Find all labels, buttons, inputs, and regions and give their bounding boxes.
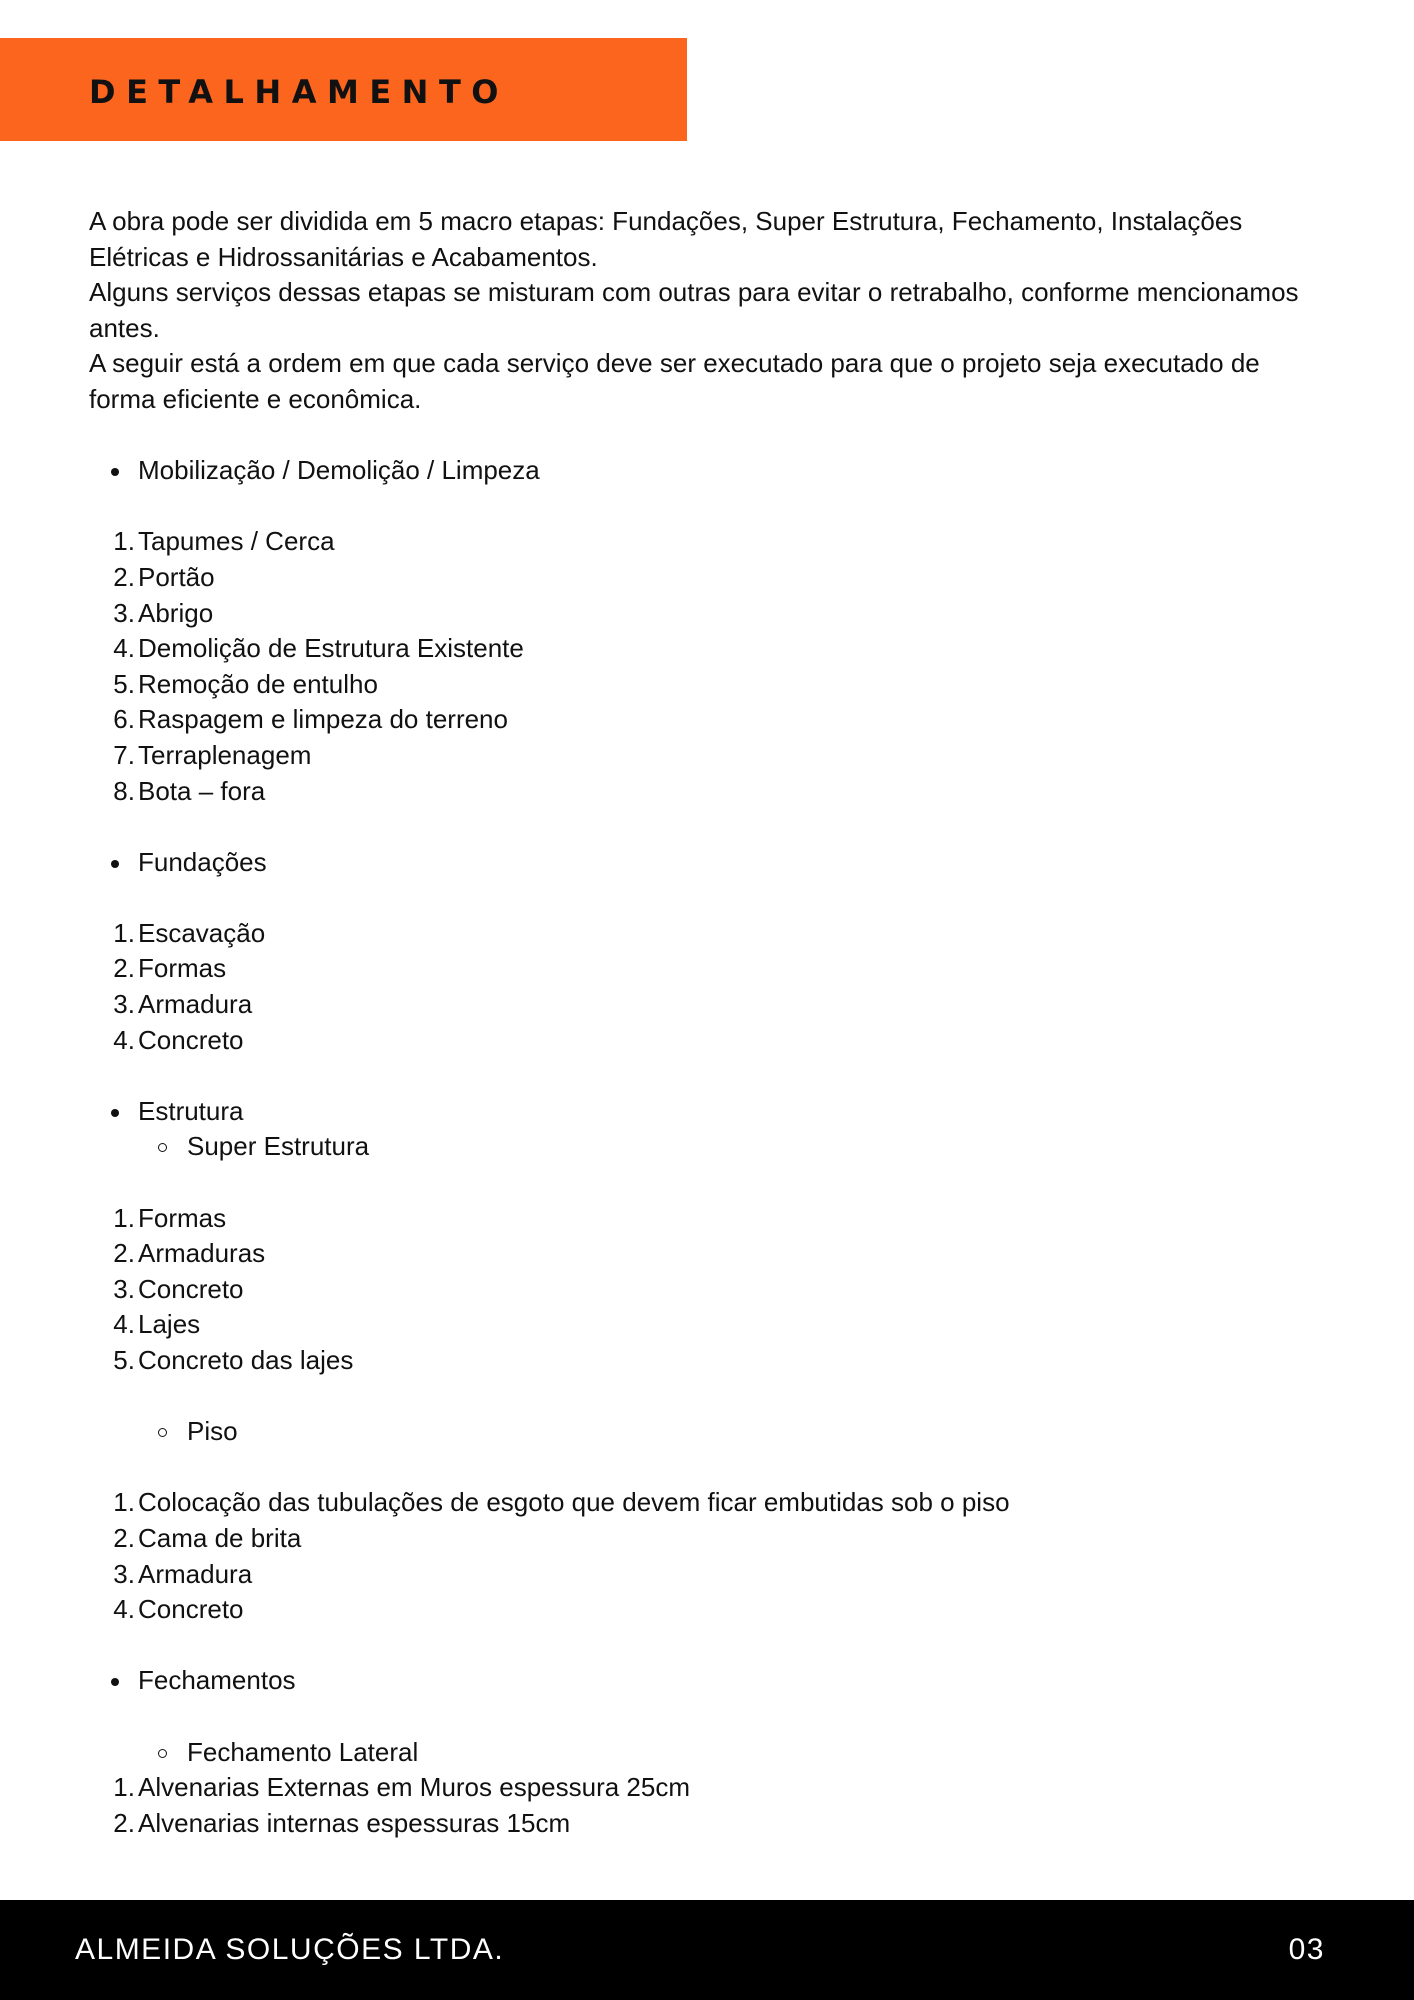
- bullet-icon: [111, 860, 119, 868]
- list-item: 3 . Abrigo: [89, 596, 1329, 632]
- list-item: 1 . Tapumes / Cerca: [89, 524, 1329, 560]
- list-item-text: Alvenarias Externas em Muros espessura 25cm: [138, 1772, 691, 1803]
- section-heading-estrutura: [89, 1094, 1329, 1130]
- list-item: 2 . Cama de brita: [89, 1521, 1329, 1557]
- list-item-text: Alvenarias internas espessuras 15cm: [138, 1807, 571, 1838]
- footer: [0, 1900, 1414, 2000]
- list-item-text: Demolição de Estrutura Existente: [138, 633, 524, 664]
- list-item: 4 . Concreto: [89, 1592, 1329, 1628]
- list-item-text: Concreto das lajes: [138, 1345, 354, 1375]
- section-heading-fundacoes: [89, 845, 1329, 881]
- list-item: 8 . Bota – fora: [89, 774, 1329, 810]
- list-item: 3 . Armadura: [89, 1557, 1329, 1593]
- hollow-bullet-icon: [158, 1428, 167, 1437]
- hollow-bullet-icon: [158, 1749, 167, 1758]
- intro-paragraph-1: A obra pode ser dividida em 5 macro etapas: Fundações, Super Estrutura, Fechamento, Instalações Elétricas e Hidrossanitárias e Acabamentos.: [89, 206, 1243, 272]
- list-item-text: Abrigo: [138, 597, 214, 628]
- list-item: 1 . Alvenarias Externas em Muros espessura 25cm: [89, 1770, 1329, 1806]
- list-item-text: Bota – fora: [138, 775, 266, 806]
- intro-paragraph-2: Alguns serviços dessas etapas se misturam com outras para evitar o retrabalho, conforme mencionamos antes.: [89, 277, 1299, 343]
- list-item: 5 . Remoção de entulho: [89, 667, 1329, 703]
- list-item: 3 . Concreto: [89, 1272, 1329, 1308]
- list-item: 6 . Raspagem e limpeza do terreno: [89, 702, 1329, 738]
- bullet-icon: [111, 468, 119, 476]
- section-title: Mobilização / Demolição / Limpeza: [138, 455, 540, 486]
- list-item-text: Escavação: [138, 917, 266, 948]
- hollow-bullet-icon: [158, 1143, 167, 1152]
- list-item-text: Formas: [138, 953, 227, 984]
- list-item: 2 . Formas: [89, 951, 1329, 987]
- list-item: 1 . Escavação: [89, 916, 1329, 952]
- footer-company-name: ALMEIDA SOLUÇÕES LTDA.: [75, 1933, 505, 1966]
- subsection-title: Fechamento Lateral: [187, 1736, 419, 1767]
- list-item: 3 . Armadura: [89, 987, 1329, 1023]
- list-item-text: Armadura: [138, 1558, 253, 1589]
- list-item-text: Armadura: [138, 989, 253, 1020]
- page-title: DETALHAMENTO: [89, 73, 509, 111]
- list-item: 4 . Lajes: [89, 1307, 1329, 1343]
- subsection-title: Super Estrutura: [187, 1131, 370, 1162]
- page-number: 03: [1288, 1933, 1325, 1966]
- list-item-text: Concreto: [138, 1273, 244, 1304]
- list-item: 4 . Concreto: [89, 1023, 1329, 1059]
- subsection-heading-super-estrutura: [89, 1129, 1329, 1165]
- list-item: 5 . Concreto das lajes: [89, 1343, 1329, 1379]
- list-item: 1 . Formas: [89, 1201, 1329, 1237]
- subsection-heading-piso: [89, 1414, 1329, 1450]
- list-item: 7 . Terraplenagem: [89, 738, 1329, 774]
- list-item-text: Concreto: [138, 1024, 244, 1055]
- list-item-text: Terraplenagem: [138, 739, 312, 770]
- list-item-text: Portão: [138, 561, 215, 592]
- list-item-text: Formas: [138, 1202, 227, 1233]
- section-title: Estrutura: [138, 1095, 244, 1126]
- list-item-text: Armaduras: [138, 1238, 266, 1269]
- document-body: [89, 204, 1329, 1841]
- list-item: 1 . Colocação das tubulações de esgoto que devem ficar embutidas sob o piso: [89, 1485, 1329, 1521]
- section-heading-mobilizacao: [89, 453, 1329, 489]
- list-item-text: Colocação das tubulações de esgoto que devem ficar embutidas sob o piso: [138, 1487, 1010, 1518]
- list-item-text: Tapumes / Cerca: [138, 526, 335, 557]
- subsection-title: Piso: [187, 1416, 238, 1447]
- section-title: Fundações: [138, 846, 267, 877]
- list-item-text: Lajes: [138, 1309, 201, 1340]
- section-heading-fechamentos: [89, 1663, 1329, 1699]
- bullet-icon: [111, 1109, 119, 1117]
- subsection-heading-fechamento-lateral: [89, 1735, 1329, 1771]
- intro-paragraph-3: A seguir está a ordem em que cada serviço deve ser executado para que o projeto seja executado de forma eficiente e econômica.: [89, 348, 1260, 414]
- section-title: Fechamentos: [138, 1665, 296, 1696]
- bullet-icon: [111, 1678, 119, 1686]
- list-item-text: Cama de brita: [138, 1522, 302, 1553]
- list-item: 4 . Demolição de Estrutura Existente: [89, 631, 1329, 667]
- list-item-text: Raspagem e limpeza do terreno: [138, 704, 508, 735]
- list-item: 2 . Portão: [89, 560, 1329, 596]
- list-item: 2 . Armaduras: [89, 1236, 1329, 1272]
- list-item-text: Remoção de entulho: [138, 668, 378, 699]
- list-item-text: Concreto: [138, 1594, 244, 1625]
- list-item: 2 . Alvenarias internas espessuras 15cm: [89, 1806, 1329, 1842]
